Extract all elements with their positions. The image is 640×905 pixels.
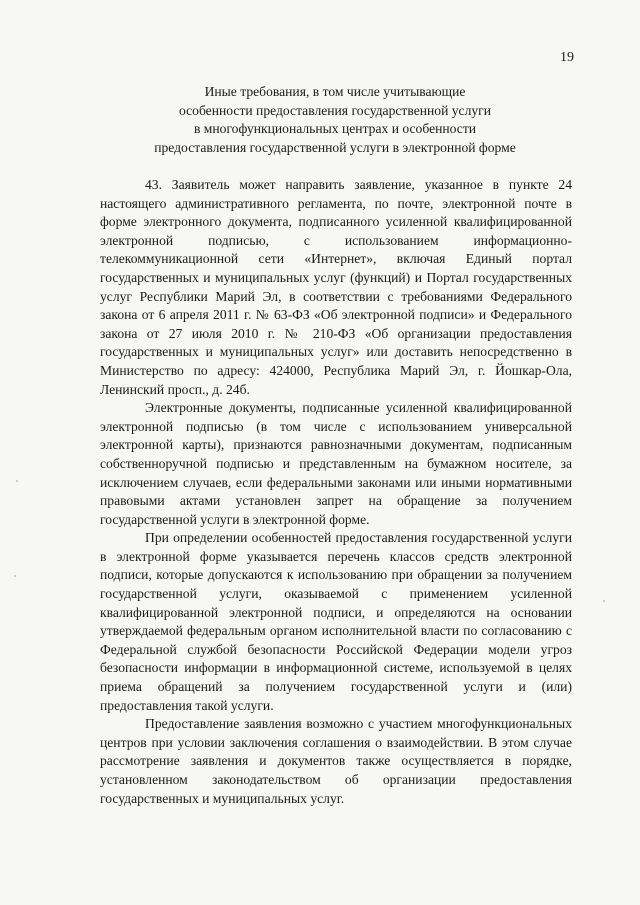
heading-line: предоставления государственной услуги в электронной форме xyxy=(154,139,516,155)
heading-line: особенности предоставления государственной услуги xyxy=(178,102,492,118)
paragraph-43: 43. Заявитель может направить заявление, указанное в пункте 24 настоящего административного регламента, по почте, электронной почте в форме электронного документа, подписанного усиленной квалифицированной электронной подписью, с использованием информационно-телекоммуникационной сети «Интернет», включая Единый портал государственных и муниципальных услуг (функций) и Портал государственных услуг Республики Марий Эл, в соответствии с требованиями Федерального закона от 6 апреля 2011 г. № 63-ФЗ «Об электронной подписи» и Федерального закона от 27 июля 2010 г. № 210-ФЗ «Об организации предоставления государственных и муниципальных услуг» или доставить непосредственно в Министерство по адресу: 424000, Республика Марий Эл, г. Йошкар-Ола, Ленинский просп., д. 24б. xyxy=(100,177,572,397)
heading-line: в многофункциональных центрах и особенности xyxy=(193,121,477,137)
scan-speck xyxy=(603,600,605,602)
scan-speck xyxy=(16,480,18,482)
body-text xyxy=(100,176,572,808)
scan-speck xyxy=(14,575,16,577)
section-heading xyxy=(100,83,570,157)
heading-line: Иные требования, в том числе учитывающие xyxy=(204,84,466,99)
paragraph-mfc: Предоставление заявления возможно с участием многофункциональных центров при условии заключения соглашения о взаимодействии. В этом случае рассмотрение заявления и документов также осуществляется в порядке, установленном законодательством об организации предоставления государственных и муниципальных услуг. xyxy=(100,716,572,806)
paragraph-electronic-documents: Электронные документы, подписанные усиленной квалифицированной электронной подписью (в том числе с использованием универсальной электронной карты), признаются равнозначными документам, подписанным собственноручной подписью и представленным на бумажном носителе, за исключением случаев, если федеральными законами или иными нормативными правовыми актами установлен запрет на обращение за получением государственной услуги в электронной форме. xyxy=(100,400,572,527)
page-number: 19 xyxy=(560,50,574,65)
paragraph-signature-classes: При определении особенностей предоставления государственной услуги в электронной форме указывается перечень классов средств электронной подписи, которые допускаются к использованию при обращении за получением государственной услуги, оказываемой с применением усиленной квалифицированной электронной подписи, и определяются на основании утверждаемой федеральным органом исполнительной власти по согласованию с Федеральной службой безопасности Российской Федерации модели угроз безопасности информации в информационной системе, используемой в целях приема обращений за получением государственной услуги и (или) предоставления такой услуги. xyxy=(100,530,572,713)
